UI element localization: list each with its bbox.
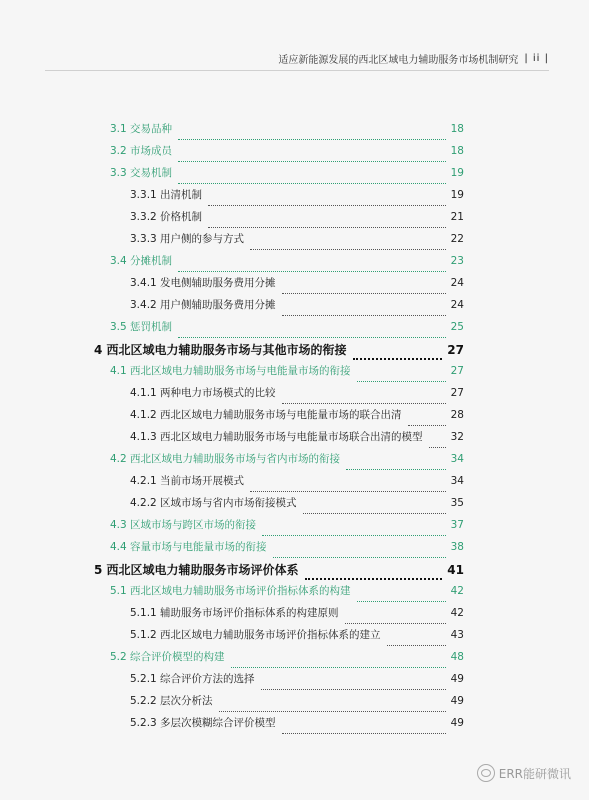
toc-entry-label: 4.2.1 当前市场开展模式 bbox=[130, 475, 245, 487]
toc-section-entry[interactable] bbox=[94, 143, 464, 165]
toc-entry-page: 21 bbox=[450, 211, 464, 223]
dot-leader bbox=[262, 535, 446, 536]
dot-leader bbox=[273, 557, 446, 558]
toc-entry-page: 42 bbox=[450, 607, 464, 619]
toc-entry-label: 5.2.3 多层次模糊综合评价模型 bbox=[130, 717, 276, 729]
dot-leader bbox=[178, 337, 446, 338]
toc-subsection-entry[interactable] bbox=[94, 671, 464, 693]
dot-leader bbox=[345, 623, 446, 624]
dot-leader bbox=[178, 161, 446, 162]
toc-entry-label: 4.1.3 西北区域电力辅助服务市场与电能量市场联合出清的模型 bbox=[130, 431, 423, 443]
toc-subsection-entry[interactable] bbox=[94, 209, 464, 231]
toc-entry-page: 25 bbox=[450, 321, 464, 333]
toc-entry-page: 27 bbox=[450, 387, 464, 399]
toc-entry-label: 3.2 市场成员 bbox=[110, 145, 173, 157]
toc-subsection-entry[interactable] bbox=[94, 297, 464, 319]
toc-entry-page: 42 bbox=[450, 585, 464, 597]
toc-entry-page: 49 bbox=[450, 695, 464, 707]
toc-section-entry[interactable] bbox=[94, 583, 464, 605]
toc-subsection-entry[interactable] bbox=[94, 693, 464, 715]
toc-subsection-entry[interactable] bbox=[94, 627, 464, 649]
toc-entry-label: 5.1 西北区域电力辅助服务市场评价指标体系的构建 bbox=[110, 585, 351, 597]
dot-leader bbox=[178, 139, 446, 140]
book-title: 适应新能源发展的西北区域电力辅助服务市场机制研究 bbox=[278, 55, 519, 66]
toc-entry-label: 4.3 区域市场与跨区市场的衔接 bbox=[110, 519, 257, 531]
toc-entry-label: 3.3.2 价格机制 bbox=[130, 211, 203, 223]
running-header bbox=[278, 51, 549, 66]
dot-leader bbox=[429, 447, 446, 448]
dot-leader bbox=[208, 227, 446, 228]
toc-section-entry[interactable] bbox=[94, 121, 464, 143]
toc-entry-label: 5.1.1 辅助服务市场评价指标体系的构建原则 bbox=[130, 607, 339, 619]
toc-subsection-entry[interactable] bbox=[94, 187, 464, 209]
toc-entry-label: 5.2.2 层次分析法 bbox=[130, 695, 213, 707]
toc-entry-page: 35 bbox=[450, 497, 464, 509]
toc-section-entry[interactable] bbox=[94, 319, 464, 341]
dot-leader bbox=[282, 733, 446, 734]
toc-entry-label: 4.1 西北区域电力辅助服务市场与电能量市场的衔接 bbox=[110, 365, 351, 377]
toc-entry-label: 4.1.2 西北区域电力辅助服务市场与电能量市场的联合出清 bbox=[130, 409, 402, 421]
toc-entry-label: 3.3 交易机制 bbox=[110, 167, 173, 179]
toc-entry-page: 24 bbox=[450, 277, 464, 289]
toc-entry-label: 4.2.2 区域市场与省内市场衔接模式 bbox=[130, 497, 297, 509]
dot-leader bbox=[250, 491, 446, 492]
toc-entry-page: 49 bbox=[450, 673, 464, 685]
toc-entry-label: 4.1.1 两种电力市场模式的比较 bbox=[130, 387, 276, 399]
toc-subsection-entry[interactable] bbox=[94, 473, 464, 495]
toc-chapter-entry[interactable] bbox=[94, 341, 464, 363]
toc-subsection-entry[interactable] bbox=[94, 275, 464, 297]
toc-entry-label: 3.4 分摊机制 bbox=[110, 255, 173, 267]
dot-leader bbox=[219, 711, 446, 712]
toc-entry-page: 49 bbox=[450, 717, 464, 729]
watermark-text: ERR能研微讯 bbox=[498, 766, 571, 781]
toc-entry-label: 5.2.1 综合评价方法的选择 bbox=[130, 673, 255, 685]
toc-entry-label: 3.4.1 发电侧辅助服务费用分摊 bbox=[130, 277, 276, 289]
toc-section-entry[interactable] bbox=[94, 451, 464, 473]
toc-entry-page: 18 bbox=[450, 145, 464, 157]
toc-subsection-entry[interactable] bbox=[94, 429, 464, 451]
toc-entry-label: 5 西北区域电力辅助服务市场评价体系 bbox=[94, 563, 299, 577]
toc-entry-page: 18 bbox=[450, 123, 464, 135]
toc-section-entry[interactable] bbox=[94, 517, 464, 539]
toc-entry-label: 5.1.2 西北区域电力辅助服务市场评价指标体系的建立 bbox=[130, 629, 381, 641]
toc-section-entry[interactable] bbox=[94, 539, 464, 561]
toc-subsection-entry[interactable] bbox=[94, 385, 464, 407]
dot-leader bbox=[178, 271, 446, 272]
toc-entry-page: 23 bbox=[450, 255, 464, 267]
toc-entry-page: 19 bbox=[450, 189, 464, 201]
dot-leader bbox=[282, 293, 446, 294]
toc-section-entry[interactable] bbox=[94, 649, 464, 671]
toc-entry-label: 3.3.3 用户侧的参与方式 bbox=[130, 233, 245, 245]
toc-section-entry[interactable] bbox=[94, 165, 464, 187]
toc-section-entry[interactable] bbox=[94, 363, 464, 385]
dot-leader bbox=[178, 183, 446, 184]
dot-leader bbox=[231, 667, 446, 668]
dot-leader bbox=[357, 601, 446, 602]
toc-section-entry[interactable] bbox=[94, 253, 464, 275]
wechat-icon bbox=[477, 764, 495, 782]
toc-entry-page: 24 bbox=[450, 299, 464, 311]
toc-entry-label: 5.2 综合评价模型的构建 bbox=[110, 651, 225, 663]
dot-leader bbox=[282, 403, 446, 404]
toc-subsection-entry[interactable] bbox=[94, 605, 464, 627]
toc-entry-page: 41 bbox=[447, 563, 464, 577]
toc-entry-page: 34 bbox=[450, 453, 464, 465]
toc-entry-label: 4 西北区域电力辅助服务市场与其他市场的衔接 bbox=[94, 343, 347, 357]
toc-entry-page: 19 bbox=[450, 167, 464, 179]
toc-chapter-entry[interactable] bbox=[94, 561, 464, 583]
dot-leader bbox=[250, 249, 446, 250]
toc-entry-page: 22 bbox=[450, 233, 464, 245]
page-marker: | ii | bbox=[524, 53, 549, 64]
toc-entry-label: 3.1 交易品种 bbox=[110, 123, 173, 135]
toc-entry-page: 38 bbox=[450, 541, 464, 553]
table-of-contents bbox=[94, 121, 464, 737]
dot-leader bbox=[346, 469, 446, 470]
toc-entry-label: 3.4.2 用户侧辅助服务费用分摊 bbox=[130, 299, 276, 311]
toc-entry-page: 48 bbox=[450, 651, 464, 663]
toc-subsection-entry[interactable] bbox=[94, 715, 464, 737]
toc-entry-page: 34 bbox=[450, 475, 464, 487]
dot-leader bbox=[305, 578, 443, 580]
dot-leader bbox=[387, 645, 446, 646]
toc-entry-page: 37 bbox=[450, 519, 464, 531]
toc-subsection-entry[interactable] bbox=[94, 495, 464, 517]
watermark bbox=[477, 764, 571, 782]
toc-entry-label: 3.5 惩罚机制 bbox=[110, 321, 173, 333]
toc-entry-page: 28 bbox=[450, 409, 464, 421]
toc-entry-page: 32 bbox=[450, 431, 464, 443]
dot-leader bbox=[261, 689, 446, 690]
dot-leader bbox=[353, 358, 443, 360]
toc-subsection-entry[interactable] bbox=[94, 407, 464, 429]
dot-leader bbox=[303, 513, 446, 514]
toc-entry-label: 4.4 容量市场与电能量市场的衔接 bbox=[110, 541, 267, 553]
dot-leader bbox=[408, 425, 446, 426]
header-divider bbox=[45, 70, 549, 71]
toc-entry-page: 27 bbox=[450, 365, 464, 377]
toc-entry-page: 43 bbox=[450, 629, 464, 641]
toc-entry-label: 3.3.1 出清机制 bbox=[130, 189, 203, 201]
dot-leader bbox=[282, 315, 446, 316]
dot-leader bbox=[357, 381, 446, 382]
toc-entry-page: 27 bbox=[447, 343, 464, 357]
toc-subsection-entry[interactable] bbox=[94, 231, 464, 253]
dot-leader bbox=[208, 205, 446, 206]
toc-entry-label: 4.2 西北区域电力辅助服务市场与省内市场的衔接 bbox=[110, 453, 341, 465]
